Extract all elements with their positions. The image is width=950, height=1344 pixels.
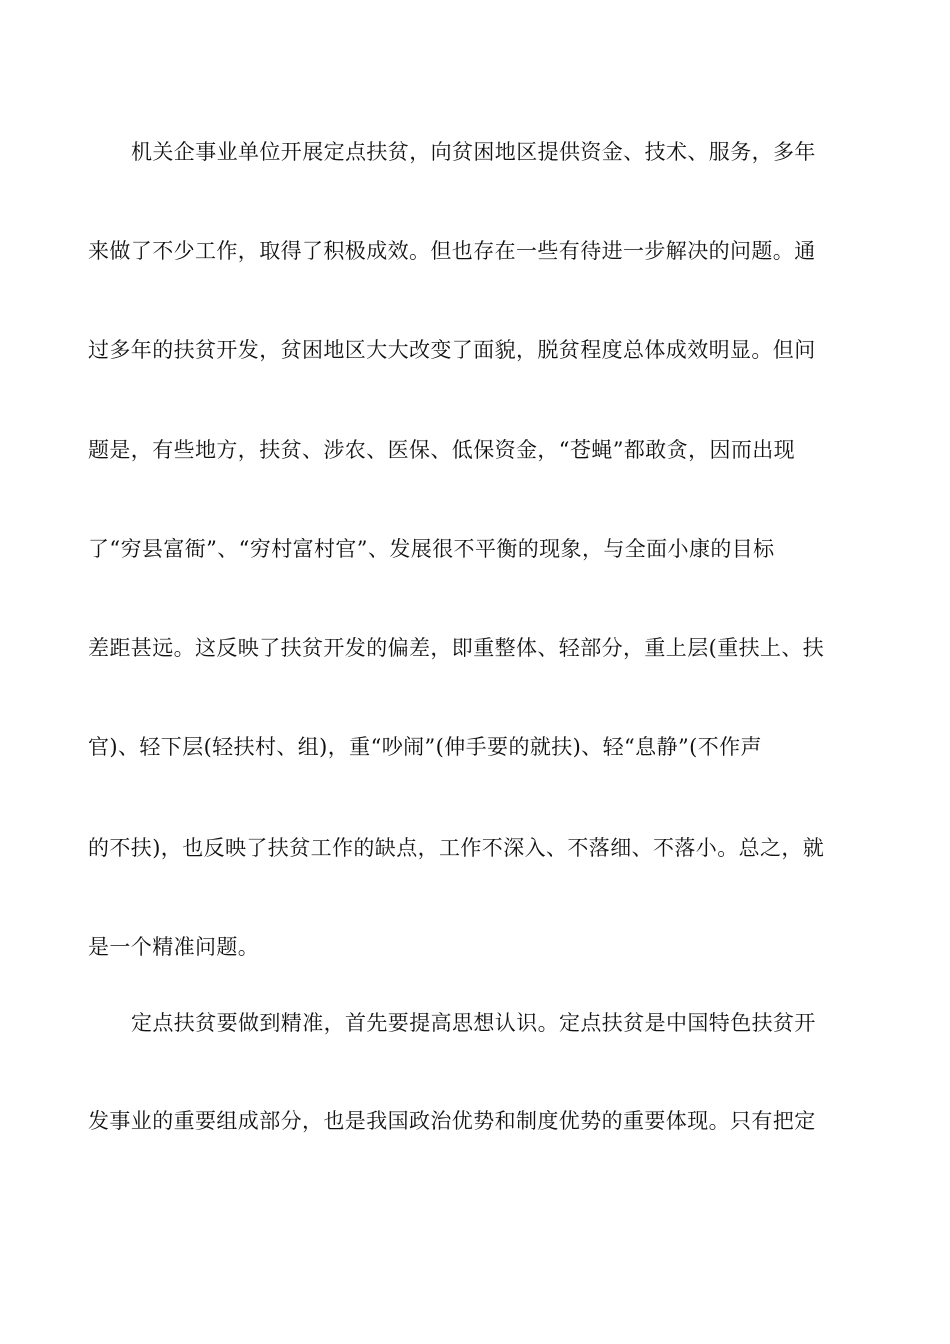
text-line: 机关企事业单位开展定点扶贫，向贫困地区提供资金、技术、服务，多年 [131, 140, 816, 164]
text-line: 题是，有些地方，扶贫、涉农、医保、低保资金，“苍蝇”都敢贪，因而出现 [88, 438, 796, 462]
text-line: 来做了不少工作，取得了积极成效。但也存在一些有待进一步解决的问题。通 [88, 239, 816, 263]
text-line: 了“穷县富衙”、“穷村富村官”、发展很不平衡的现象，与全面小康的目标 [88, 537, 775, 561]
text-line: 的不扶)，也反映了扶贫工作的缺点，工作不深入、不落细、不落小。总之，就 [88, 836, 825, 860]
text-line: 官)、轻下层(轻扶村、组)，重“吵闹”(伸手要的就扶)、轻“息静”(不作声 [88, 735, 762, 759]
text-line: 是一个精准问题。 [88, 935, 260, 959]
text-line: 过多年的扶贫开发，贫困地区大大改变了面貌，脱贫程度总体成效明显。但问 [88, 338, 816, 362]
text-line: 发事业的重要组成部分，也是我国政治优势和制度优势的重要体现。只有把定 [88, 1109, 816, 1133]
text-line: 差距甚远。这反映了扶贫开发的偏差，即重整体、轻部分，重上层(重扶上、扶 [88, 636, 825, 660]
text-line: 定点扶贫要做到精准，首先要提高思想认识。定点扶贫是中国特色扶贫开 [131, 1011, 816, 1035]
